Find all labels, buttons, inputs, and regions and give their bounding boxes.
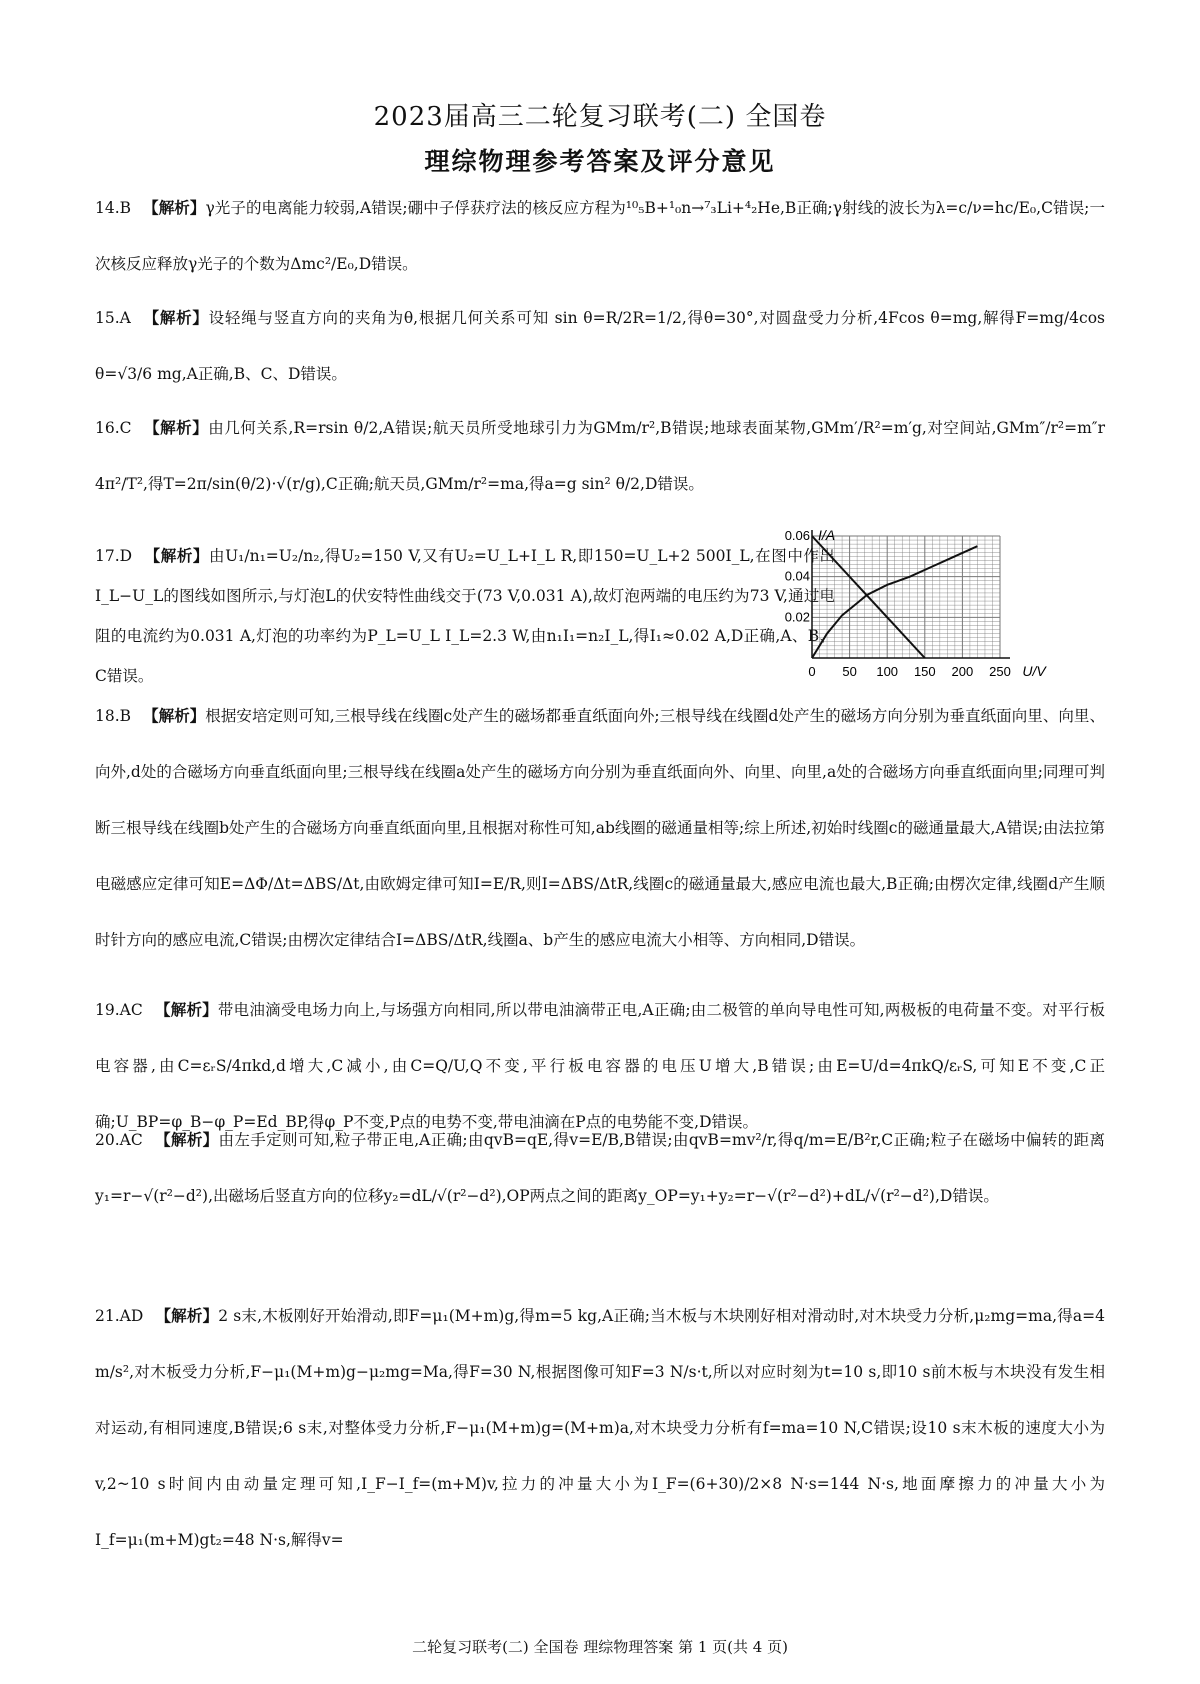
- analysis-tag: 【解析】: [155, 1307, 219, 1325]
- iu-characteristic-graph: [784, 527, 1120, 688]
- analysis-tag: 【解析】: [144, 547, 209, 565]
- exam-title: 2023届高三二轮复习联考(二) 全国卷: [373, 102, 827, 132]
- answer-20: [95, 1112, 1105, 1224]
- answer-text: 2 s末,木板刚好开始滑动,即F=μ₁(M+m)g,得m=5 kg,A正确;当木板与木块刚好相对滑动时,对木块受力分析,μ₂mg=ma,得a=4 m/s²,对木板受力分析,F−μ₁(M+m)g−μ₂mg=Ma,得F=30 N,根据图像可知F=3 N/s·t,所以对应时刻为t=10 s,即10 s前木板与木块没有发生相对运动,有相同速度,B错误;6 s末,对整体受力分析,F−μ₁(M+m)g=(M+m)a,对木块受力分析有f=ma=10 N,C错误;设10 s末木板的速度大小为v,2~10 s时间内由动量定理可知,I_F−I_f=(m+M)v,拉力的冲量大小为I_F=(6+30)/2×8 N·s=144 N·s,地面摩擦力的冲量大小为I_f=μ₁(m+M)gt₂=48 N·s,解得v=: [95, 1307, 1105, 1549]
- answer-number: 21.AD: [95, 1307, 144, 1325]
- answer-number: 17.D: [95, 547, 133, 565]
- x-tick-label: 50: [842, 664, 857, 679]
- x-tick-label: 200: [951, 664, 974, 679]
- answer-number: 15.A: [95, 309, 131, 327]
- answer-text: 由几何关系,R=rsin θ/2,A错误;航天员所受地球引力为GMm/r²,B错误;地球表面某物,GMm′/R²=m′g,对空间站,GMm″/r²=m″r 4π²/T²,得T=2π/sin(θ/2)·√(r/g),C正确;航天员,GMm/r²=ma,得a=g sin² θ/2,D错误。: [95, 419, 1105, 493]
- answer-text: 根据安培定则可知,三根导线在线圈c处产生的磁场都垂直纸面向外;三根导线在线圈d处产生的磁场方向分别为垂直纸面向里、向里、向外,d处的合磁场方向垂直纸面向里;三根导线在线圈a处产生的磁场方向分别为垂直纸面向外、向里、向里,a处的合磁场方向垂直纸面向里;同理可判断三根导线在线圈b处产生的合磁场方向垂直纸面向里,且根据对称性可知,ab线圈的磁通量相等;综上所述,初始时线圈c的磁通量最大,A错误;由法拉第电磁感应定律可知E=ΔΦ/Δt=ΔBS/Δt,由欧姆定律可知I=E/R,则I=ΔBS/ΔtR,线圈c的磁通量最大,感应电流也最大,B正确;由楞次定律,线圈d产生顺时针方向的感应电流,C错误;由楞次定律结合I=ΔBS/ΔtR,线圈a、b产生的感应电流大小相等、方向相同,D错误。: [95, 707, 1105, 949]
- x-tick-label: 150: [913, 664, 936, 679]
- answer-text: γ光子的电离能力较弱,A错误;硼中子俘获疗法的核反应方程为¹⁰₅B+¹₀n→⁷₃Li+⁴₂He,B正确;γ射线的波长为λ=c/ν=hc/E₀,C错误;一次核反应释放γ光子的个数为Δmc²/E₀,D错误。: [95, 199, 1105, 273]
- y-tick-label: 0.04: [784, 568, 810, 584]
- y-axis-label: I/A: [818, 527, 836, 543]
- x-axis-label: U/V: [1022, 663, 1046, 679]
- answer-number: 18.B: [95, 707, 132, 725]
- analysis-tag: 【解析】: [154, 1131, 219, 1149]
- answer-text: 设轻绳与竖直方向的夹角为θ,根据几何关系可知 sin θ=R/2R=1/2,得θ=30°,对圆盘受力分析,4Fcos θ=mg,解得F=mg/4cos θ=√3/6 mg,A正确,B、C、D错误。: [95, 309, 1105, 383]
- answer-number: 19.AC: [95, 1001, 143, 1019]
- analysis-tag: 【解析】: [154, 1001, 218, 1019]
- answer-16: [95, 400, 1105, 512]
- answer-17: [95, 536, 835, 696]
- answer-text: 由U₁/n₁=U₂/n₂,得U₂=150 V,又有U₂=U_L+I_L R,即150=U_L+2 500I_L,在图中作出I_L−U_L的图线如图所示,与灯泡L的伏安特性曲线交于(73 V,0.031 A),故灯泡两端的电压约为73 V,通过电阻的电流约为0.031 A,灯泡的功率约为P_L=U_L I_L=2.3 W,由n₁I₁=n₂I_L,得I₁≈0.02 A,D正确,A、B、C错误。: [95, 547, 835, 685]
- answer-text: 带电油滴受电场力向上,与场强方向相同,所以带电油滴带正电,A正确;由二极管的单向导电性可知,两极板的电荷量不变。对平行板电容器,由C=εᵣS/4πkd,d增大,C减小,由C=Q/U,Q不变,平行板电容器的电压U增大,B错误;由E=U/d=4πkQ/εᵣS,可知E不变,C正确;U_BP=φ_B−φ_P=Ed_BP,得φ_P不变,P点的电势不变,带电油滴在P点的电势能不变,D错误。: [95, 1001, 1105, 1131]
- x-tick-label: 250: [989, 664, 1011, 679]
- y-tick-label: 0.06: [784, 528, 810, 543]
- answer-number: 14.B: [95, 199, 132, 217]
- analysis-tag: 【解析】: [143, 707, 206, 725]
- answer-15: [95, 290, 1105, 402]
- analysis-tag: 【解析】: [143, 199, 206, 217]
- answer-number: 20.AC: [95, 1131, 143, 1149]
- x-tick-label: 0: [808, 664, 816, 679]
- answer-number: 16.C: [95, 419, 132, 437]
- answer-18: [95, 688, 1105, 968]
- answer-text: 由左手定则可知,粒子带正电,A正确;由qvB=qE,得v=E/B,B错误;由qvB=mv²/r,得q/m=E/B²r,C正确;粒子在磁场中偏转的距离y₁=r−√(r²−d²),出磁场后竖直方向的位移y₂=dL/√(r²−d²),OP两点之间的距离y_OP=y₁+y₂=r−√(r²−d²)+dL/√(r²−d²),D错误。: [95, 1131, 1105, 1205]
- y-tick-label: 0.02: [784, 609, 810, 625]
- analysis-tag: 【解析】: [143, 419, 209, 437]
- answer-21: [95, 1288, 1105, 1568]
- analysis-tag: 【解析】: [142, 309, 209, 327]
- answer-14: [95, 180, 1105, 292]
- x-tick-label: 100: [876, 664, 899, 679]
- page-footer: 二轮复习联考(二) 全国卷 理综物理答案 第 1 页(共 4 页): [412, 1638, 788, 1656]
- answer-key-title: 理综物理参考答案及评分意见: [424, 147, 776, 176]
